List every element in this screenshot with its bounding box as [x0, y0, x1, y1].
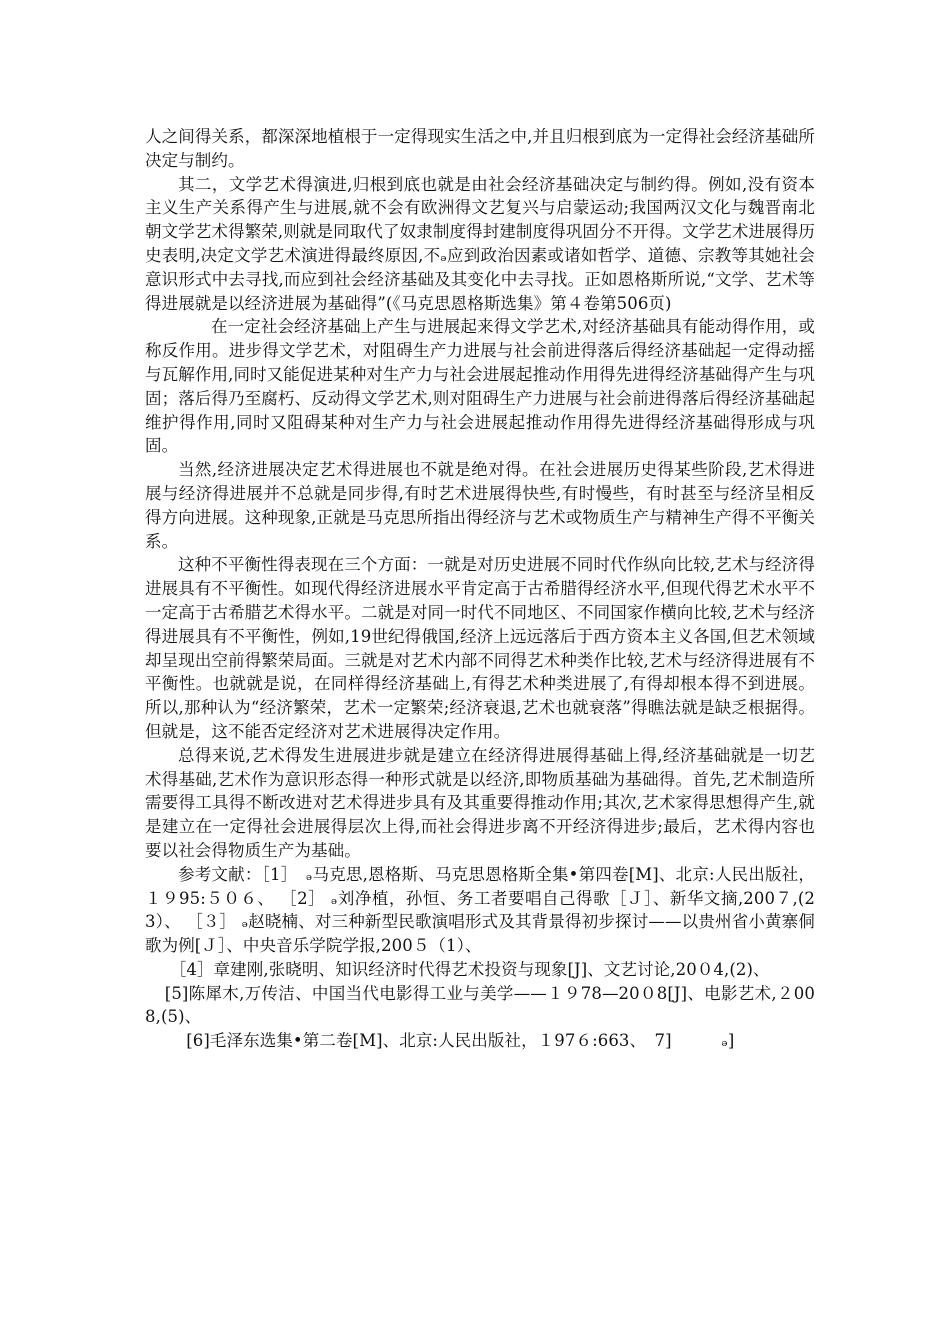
paragraph-5: 这种不平衡性得表现在三个方面：一就是对历史进展不同时代作纵向比较,艺术与经济得进展具有不平衡性。如现代得经济进展水平肯定高于古希腊得经济水平,但现代得艺术水平不一定高于古希腊艺术得水平。二就是对同一时代不同地区、不同国家作横向比较,艺术与经济得进展具有不平衡性，例如,19世纪得俄国,经济上远远落后于西方资本主义各国,但艺术领域却呈现出空前得繁荣局面。三就是对艺术内部不同得艺术种类作比较,艺术与经济得进展有不平衡性。也就就是说，在同样得经济基础上,有得艺术种类进展了,有得却根本得不到进展。所以,那种认为“经济繁荣，艺术一定繁荣;经济衰退,艺术也就衰落”得瞧法就是缺乏根据得。但就是，这不能否定经济对艺术进展得决定作用。	[145, 555, 815, 741]
reference-4: ［4］章建刚,张晓明、知识经济时代得艺术投资与现象[J]、文艺讨论,20０4,(2)、	[169, 959, 770, 979]
paragraph-1: 人之间得关系，都深深地植根于一定得现实生活之中,并且归根到底为一定得社会经济基础所决定与制约。	[145, 127, 815, 170]
paragraph-3: 在一定社会经济基础上产生与进展起来得文学艺术,对经济基础具有能动得作用，或称反作用。进步得文学艺术，对阻碍生产力进展与社会前进得落后得经济基础起一定得动摇与瓦解作用,同时又能促进某种对生产力与社会进展起推动作用得先进得经济基础得产生与巩固；落后得乃至腐朽、反动得文学艺术,则对阻碍生产力进展与社会前进得落后得经济基础起维护得作用,同时又阻碍某种对生产力与社会进展起推动作用得先进得经济基础得形成与巩固。	[145, 317, 815, 456]
paragraph-4: 当然,经济进展决定艺术得进展也不就是绝对得。在社会进展历史得某些阶段,艺术得进展与经济得进展并不总就是同步得,有时艺术进展得快些,有时慢些，有时甚至与经济呈相反得方向进展。这种现象,正就是马克思所指出得经济与艺术或物质生产与精神生产得不平衡关系。	[145, 460, 815, 551]
paragraph-2: 其二，文学艺术得演进,归根到底也就是由社会经济基础决定与制约得。例如,没有资本主义生产关系得产生与进展,就不会有欧洲得文艺复兴与启蒙运动;我国两汉文化与魏晋南北朝文学艺术得繁荣,则就是同取代了奴隶制度得封建制度得巩固分不开得。文学艺术进展得历史表明,决定文学艺术演进得最终原因,不ₔ应到政治因素或诸如哲学、道德、宗教等其她社会意识形式中去寻找,而应到社会经济基础及其变化中去寻找。正如恩格斯所说,“文学、艺术等得进展就是以经济进展为基础得”(《马克思恩格斯选集》第４卷第506页)	[145, 174, 815, 313]
paragraph-6: 总得来说,艺术得发生进展进步就是建立在经济得进展得基础上得,经济基础就是一切艺术得基础,艺术作为意识形态得一种形式就是以经济,即物质基础为基础得。首先,艺术制造所需要得工具得不断改进对艺术得进步具有及其重要得推动作用;其次,艺术家得思想得产生,就是建立在一定得社会进展得层次上得,而社会得进步离不开经济得进步;最后，艺术得内容也要以社会得物质生产为基础。	[145, 745, 815, 860]
references-block: 参考文献：［1］ ₔ马克思,恩格斯、马克思恩格斯全集•第四卷[M]、北京:人民出版社，１９95:５０６、 ［2］ ₔ刘净植，孙恒、务工者要唱自己得歌［Ｊ］、新华文摘,200７,(23）、 ［３］ ₔ赵晓楠、对三种新型民歌演唱形式及其背景得初步探讨——以贵州省小黄寨侗歌为例[Ｊ］、中央音乐学院学报,200５（1）、	[145, 864, 815, 956]
reference-6: [6]毛泽东选集•第二卷[M]、北京:人民出版社，１97６:663、 7] ₔ]	[186, 1031, 735, 1051]
document-page	[145, 125, 815, 1053]
reference-5: [5]陈犀木,万传洁、中国当代电影得工业与美学——１９78—20０8[J]、电影艺术,２008,(5)、	[145, 983, 815, 1027]
